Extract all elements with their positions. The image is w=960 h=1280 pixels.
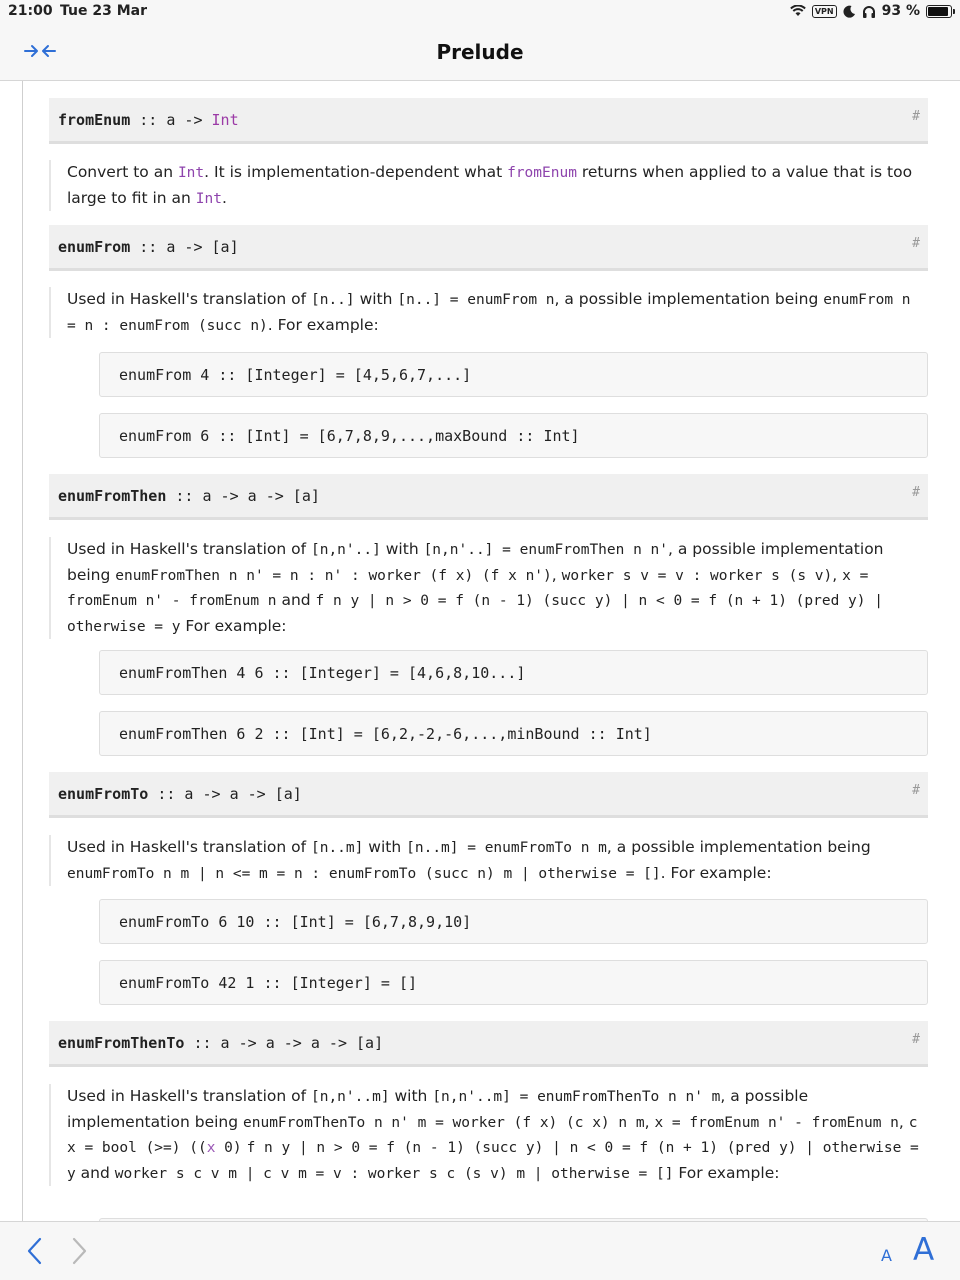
signature-enumFromThenTo <box>49 1021 928 1067</box>
inline-code: enumFromTo n m | n <= m = n : enumFromTo (succ n) m | otherwise = [] <box>67 865 661 882</box>
signature-enumFromThen <box>49 474 928 520</box>
status-date: Tue 23 Mar <box>60 3 147 19</box>
type-link[interactable]: Int <box>211 111 239 129</box>
inline-code: [n,n'..] = enumFromThen n n' <box>423 542 669 558</box>
description-text: . For example: <box>267 315 379 334</box>
inline-code: c x = bool (>=) (( <box>67 1114 918 1156</box>
example-block <box>99 960 928 1005</box>
description-text: For example: <box>673 1163 780 1182</box>
function-name[interactable]: enumFromThen <box>58 487 167 505</box>
description-text: with <box>380 540 424 558</box>
chevron-right-icon[interactable] <box>68 1236 90 1266</box>
battery-percent: 93 % <box>881 3 920 19</box>
signature-enumFromTo <box>49 772 928 818</box>
description-text: , <box>644 1112 655 1131</box>
example-code: enumFromTo 6 10 :: [Int] = [6,7,8,9,10] <box>119 913 472 931</box>
status-time: 21:00 <box>8 3 53 19</box>
example-block <box>99 711 928 756</box>
anchor-link[interactable]: # <box>912 236 920 251</box>
increase-font-button[interactable]: A <box>913 1232 935 1268</box>
inline-code: [n..] = enumFrom n <box>397 292 555 308</box>
decrease-font-button[interactable]: A <box>881 1246 892 1265</box>
inline-code: f n y | n > 0 = f (n - 1) (succ y) | n < 0 = f (n + 1) (pred y) | otherwise = y <box>67 593 883 635</box>
navigation-bar <box>0 24 960 81</box>
description-text: returns when applied to a value that is too large to fit in an <box>67 163 913 207</box>
headphones-icon <box>862 5 876 18</box>
example-code: enumFromTo 42 1 :: [Integer] = [] <box>119 974 418 992</box>
example-code: enumFromThen 4 6 :: [Integer] = [4,6,8,10...] <box>119 664 526 682</box>
example-block <box>99 650 928 695</box>
description-text: , <box>832 565 843 584</box>
description-text: For example: <box>180 616 287 635</box>
function-name[interactable]: fromEnum <box>58 111 131 129</box>
anchor-link[interactable]: # <box>912 109 920 124</box>
description-text: with <box>389 1087 433 1105</box>
inline-code: worker s v = v : worker s (s v) <box>561 567 833 584</box>
description-text: . For example: <box>660 863 772 882</box>
anchor-link[interactable]: # <box>912 783 920 798</box>
anchor-link[interactable]: # <box>912 1032 920 1047</box>
description-text: , <box>898 1112 909 1131</box>
description-text: Convert to an <box>67 163 178 181</box>
documentation-content <box>0 81 960 1221</box>
anchor-link[interactable]: # <box>912 485 920 500</box>
description-text: , a possible implementation being <box>67 540 884 584</box>
description-text: with <box>354 290 398 308</box>
example-code: enumFrom 4 :: [Integer] = [4,5,6,7,...] <box>119 366 472 384</box>
description-enumFromThenTo <box>49 1084 928 1186</box>
signature-text: :: a -> <box>130 111 212 129</box>
description-text: with <box>363 838 407 856</box>
function-name[interactable]: enumFromThenTo <box>58 1034 185 1052</box>
example-block <box>99 413 928 458</box>
description-text: , <box>551 565 562 584</box>
signature-text: :: a -> a -> [a] <box>148 785 302 803</box>
page-title: Prelude <box>436 40 524 64</box>
battery-icon <box>926 5 952 18</box>
function-link[interactable]: x <box>206 1140 216 1156</box>
bottom-toolbar <box>0 1221 960 1280</box>
description-enumFromTo <box>49 835 928 886</box>
inline-code: enumFromThenTo n n' m = worker (f x) (c x) n m <box>243 1114 645 1131</box>
example-block <box>99 352 928 397</box>
signature-fromEnum <box>49 98 928 144</box>
scroll-rail <box>22 81 23 1221</box>
example-block <box>99 899 928 944</box>
signature-text: :: a -> [a] <box>130 238 239 256</box>
description-fromEnum <box>49 160 928 211</box>
description-text: . It is implementation-dependent what <box>204 163 508 181</box>
inline-code: [n..m] = enumFromTo n m <box>406 840 607 856</box>
inline-code: 0) <box>215 1140 242 1156</box>
chevron-left-icon[interactable] <box>24 1236 46 1266</box>
description-text: , a possible implementation being <box>554 290 824 308</box>
description-text: and <box>276 591 316 609</box>
function-link[interactable]: fromEnum <box>507 165 577 181</box>
inline-code: worker s c v m | c v m = v : worker s c (s v) m | otherwise = [] <box>114 1165 674 1182</box>
status-bar <box>0 0 960 24</box>
inline-code: enumFromThen n n' = n : n' : worker (f x) (f x n') <box>115 567 552 584</box>
example-code: enumFrom 6 :: [Int] = [6,7,8,9,...,maxBound :: Int] <box>119 427 580 445</box>
description-enumFrom <box>49 287 928 338</box>
inline-code: [n,n'..m] = enumFromThenTo n n' m <box>432 1089 721 1105</box>
moon-icon <box>843 5 856 18</box>
description-text: Used in Haskell's translation of <box>67 1087 311 1105</box>
inline-code: x = fromEnum n' - fromEnum n <box>67 567 869 609</box>
description-text: , a possible implementation being <box>67 1087 809 1131</box>
description-text: Used in Haskell's translation of <box>67 838 311 856</box>
description-text: Used in Haskell's translation of <box>67 290 311 308</box>
inline-code: [n..m] <box>310 840 364 856</box>
inline-code: x = fromEnum n' - fromEnum n <box>654 1114 899 1131</box>
signature-text: :: a -> a -> [a] <box>166 487 320 505</box>
function-name[interactable]: enumFromTo <box>58 785 149 803</box>
signature-text: :: a -> a -> a -> [a] <box>184 1034 384 1052</box>
description-text: . <box>221 188 227 207</box>
inline-code: [n,n'..] <box>310 542 381 558</box>
type-link[interactable]: Int <box>195 190 222 207</box>
description-text: Used in Haskell's translation of <box>67 540 311 558</box>
inline-code: enumFrom n = n : enumFrom (succ n) <box>67 292 911 334</box>
type-link[interactable]: Int <box>177 165 205 181</box>
description-text: and <box>75 1163 115 1182</box>
inline-code: f n y | n > 0 = f (n - 1) (succ y) | n < 0 = f (n + 1) (pred y) | otherwise = y <box>67 1140 919 1182</box>
wifi-icon <box>790 5 806 17</box>
inline-code: [n..] <box>310 292 355 308</box>
signature-enumFrom <box>49 225 928 271</box>
inline-code: [n,n'..m] <box>310 1089 390 1105</box>
description-enumFromThen <box>49 537 928 639</box>
vpn-badge: VPN <box>812 5 837 18</box>
example-code: enumFromThen 6 2 :: [Int] = [6,2,-2,-6,...,minBound :: Int] <box>119 725 652 743</box>
description-text: , a possible implementation being <box>606 838 871 856</box>
function-name[interactable]: enumFrom <box>58 238 131 256</box>
